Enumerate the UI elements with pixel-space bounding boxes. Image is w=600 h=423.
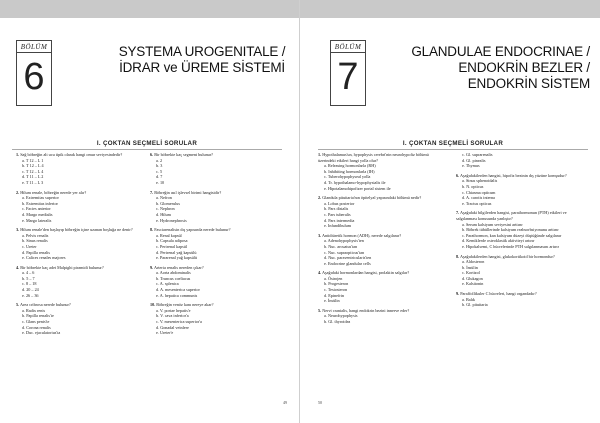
answer-option: d. Gonadal veinlere [156, 324, 189, 330]
answer-option: b. Gl. pituitaria [462, 302, 488, 308]
right-title-line: GLANDULAE ENDOCRINAE / [411, 44, 590, 59]
answer-option: e. Endocrine glandular cells [324, 260, 371, 266]
answer-option: d. 7 [156, 174, 163, 180]
answer-option: c. Testosteron [324, 287, 348, 293]
answer-option: e. Calices renales majores [22, 255, 66, 261]
question-item [150, 302, 274, 336]
question-item [318, 195, 442, 229]
answer-option: a. Radix renis [22, 307, 46, 313]
answer-option: b. 5 – 7 [22, 275, 35, 281]
answer-option: a. 2 [156, 157, 163, 163]
answer-option: c. A. splenica [156, 281, 179, 287]
answer-option: d. Margo medialis [22, 211, 53, 217]
answer-option: c. Gl. suprarenalis [462, 152, 493, 157]
answer-option: d. Kemiklerde osteoklastik aktiviteyi artırır [462, 238, 535, 244]
right-column-2 [456, 152, 580, 312]
left-page-header-bar [0, 0, 300, 18]
question-stem: Paraffollikuler C hücreleri, hangi organdadır? [460, 291, 537, 297]
answer-option: c. Pars tuberalis [324, 211, 351, 217]
question-stem: Böbreğin venöz kanı nereye akar? [156, 302, 214, 308]
right-section-title: I. ÇOKTAN SEÇMELİ SORULAR [318, 140, 588, 150]
question-item [318, 308, 442, 325]
question-item [16, 265, 140, 299]
right-page [300, 0, 600, 423]
right-page-header-bar [300, 0, 600, 18]
question-stem: Glandula pituitaria'nın öpitelyal yapısındaki bölümü nedir? [322, 195, 422, 201]
left-chapter-word: BÖLÜM [17, 41, 51, 53]
question-stem: Aşağıdaki bilgilerden hangisi, parathormonun (PTH) etkileri ve salgılanması konusunda yanlıştır? [456, 210, 567, 221]
answer-option: b. T 12 – L 4 [22, 163, 44, 169]
question-item [16, 190, 140, 224]
answer-option: d. 20 – 24 [22, 287, 39, 293]
answer-option: b. N. opticus [462, 183, 484, 189]
answer-option: c. Nuc. supraopticus'tan [324, 249, 365, 255]
question-number: 5. [318, 307, 322, 313]
question-number: 8. [150, 227, 154, 233]
question-item [456, 291, 580, 308]
question-item [456, 173, 580, 207]
question-number: 1. [318, 152, 322, 157]
answer-option: e. T 11 – L 3 [22, 179, 44, 185]
answer-option: b. Inhibiting hormonlarla (IH) [324, 168, 375, 174]
answer-option: b. Papilla renalis'te [22, 313, 54, 319]
question-stem: Böbreğin asıl işlevsel birimi hangisidir? [154, 189, 222, 195]
question-item [150, 265, 274, 299]
right-chapter-box [330, 40, 366, 106]
question-number: 5. [16, 302, 20, 308]
answer-option: c. Perirenal kapsül [156, 243, 188, 249]
left-column-1 [16, 152, 140, 340]
question-item [150, 152, 274, 186]
question-stem: Aşağıdaki hormonlardan hangisi, prolaktin salgılar? [321, 270, 410, 276]
question-number: 4. [318, 270, 322, 276]
answer-option: d. Epinefrin [324, 292, 345, 298]
answer-option: e. Hipotalamohipofizer portal sistem ile [324, 185, 391, 191]
left-section-title: I. ÇOKTAN SEÇMELİ SORULAR [12, 140, 282, 150]
question-stem: Aşağıdakilerden hangisi, glukokortikoid bir hormondur? [459, 253, 555, 259]
answer-option: a. Serum kalsiyum seviyesini arttırır [462, 221, 523, 227]
answer-option: a. Nefron [156, 195, 172, 201]
question-stem: Hilum renale, böbreğin nerede yer alır? [20, 189, 87, 195]
right-title-line: ENDOKRİN SİSTEM [467, 76, 590, 91]
question-number: 6. [150, 152, 154, 157]
answer-option: a. V. portae hepatis'e [156, 307, 191, 313]
answer-option: e. 10 [156, 179, 165, 185]
question-number: 3. [318, 232, 322, 238]
question-item [318, 152, 442, 191]
answer-option: e. Infundibulum [324, 223, 351, 229]
answer-option: b. Nuc. arcuatus'tan [324, 243, 358, 249]
answer-option: b. İnsülin [462, 264, 478, 270]
answer-option: a. 4 – 6 [22, 270, 35, 276]
right-title-line: ENDOKRİN BEZLER / [458, 60, 590, 75]
question-number: 1. [16, 152, 20, 157]
left-title-line: SYSTEMA UROGENITALE / [118, 44, 286, 59]
question-number: 7. [456, 210, 460, 216]
answer-option: d. A. carotis interna [462, 195, 495, 201]
question-stem: Area cribrosa nerede bulunur? [19, 302, 71, 308]
answer-option: a. Sinus sphenoidalis [462, 178, 498, 184]
answer-option: c. Glans penis'te [22, 319, 50, 325]
answer-option: e. İnsülin [324, 298, 340, 304]
answer-option: a. Releasing hormonlarla (RH) [324, 163, 376, 169]
left-column-2 [150, 152, 274, 340]
question-stem: Bir böbrekte kaç adet Malpighi piramidi bulunur? [20, 264, 104, 270]
question-item [456, 210, 580, 249]
answer-option: d. Perirenal yağ kapsülü [156, 249, 197, 255]
answer-option: e. Thymus [462, 163, 480, 169]
question-text [456, 210, 580, 221]
right-chapter-word: BÖLÜM [331, 41, 365, 53]
question-stem: Nervi cranialis, hangi endokrin bezini innerve eder? [322, 307, 410, 313]
answer-option: e. Duc. ejaculatorius'ta [22, 330, 61, 336]
answer-option: b. Capsula adiposa [156, 238, 188, 244]
answer-option: d. Hilum [156, 211, 171, 217]
answer-option: b. Extremitas inferior [22, 200, 58, 206]
answer-option: e. Pararenal yağ kapsülü [156, 255, 197, 261]
answer-option: d. Papilla renalis [22, 249, 51, 255]
question-item [16, 302, 140, 336]
question-text [318, 152, 442, 163]
question-number: 3. [16, 227, 20, 233]
answer-option: a. T 12 – L 1 [22, 157, 44, 163]
answer-option: d. Pars intermedia [324, 217, 355, 223]
right-page-number: 50 [318, 400, 322, 405]
question-item [16, 152, 140, 186]
answer-option: c. Kortizol [462, 270, 480, 276]
answer-option: d. Gl. pinealis [462, 157, 486, 163]
question-text [16, 152, 140, 158]
answer-option: c. Tuberohypophyseal yolla [324, 174, 371, 180]
answer-option: d. T 11 – L 2 [22, 174, 44, 180]
answer-option: b. Pars distalis [324, 206, 349, 212]
answer-option: b. V. cava inferior'a [156, 313, 189, 319]
answer-option: b. Progesteron [324, 281, 349, 287]
right-column-1 [318, 152, 442, 329]
answer-option: a. Extremitas superior [22, 195, 59, 201]
answer-option: d. A. mesenterica superior [156, 287, 200, 293]
answer-option: a. Aorta abdominalis [156, 270, 191, 276]
answer-option: e. Hydronephrosis [156, 217, 187, 223]
left-page-number: 49 [283, 400, 287, 405]
answer-option: d. Tr. hypothalamo-hypophysialis ile [324, 179, 386, 185]
answer-option: a. Adenohypophysis'ten [324, 238, 364, 244]
question-number: 6. [456, 172, 460, 178]
question-number: 2. [16, 189, 20, 195]
answer-option: c. 8 – 18 [22, 281, 37, 287]
question-number: 9. [150, 264, 154, 270]
answer-option: e. Margo lateralis [22, 217, 52, 223]
answer-option: b. Sinus renalis [22, 238, 48, 244]
question-item [150, 227, 274, 261]
answer-option: e. Tractus opticus [462, 200, 492, 206]
answer-option: c. Facies anterior [22, 206, 51, 212]
left-chapter-number: 6 [23, 56, 45, 98]
answer-option: d. Corona renalis [22, 324, 51, 330]
question-number: 8. [456, 253, 460, 259]
question-stem: Antidiüretik hormon (ADH), nerede salgılanır? [321, 232, 402, 238]
question-number: 7. [150, 189, 154, 195]
right-chapter-title [392, 44, 590, 92]
answer-option: d. Glukagon [462, 275, 483, 281]
question-number: 10. [150, 302, 156, 308]
answer-option: b. 3 [156, 163, 163, 169]
answer-option: b. Truncus coeliacus [156, 275, 191, 281]
answer-option: c. Chiasma opticum [462, 189, 496, 195]
answer-option: b. Böbrek tübüllerinde kalsiyum reabsorbsiyonunu arttırır [462, 227, 559, 233]
question-item [318, 270, 442, 304]
question-stem: Fasciarenalisin dış yapısında nerede bulunur? [154, 227, 231, 233]
right-chapter-number: 7 [337, 56, 359, 98]
answer-option: a. Renal kapsül [156, 232, 182, 238]
question-stem: Hypothalamus'un, hypophysis cerebri'nin neurohypofiz bölümü üzerindeki etkileri hangi yolla olur? [318, 152, 429, 163]
question-number: 2. [318, 195, 322, 201]
question-item [456, 152, 580, 169]
question-stem: Hilum renale'den başlayıp böbreğin içine uzanan boşluğa ne denir? [20, 227, 133, 233]
answer-option: d. Nuc. paraventricularis'ten [324, 255, 372, 261]
question-number: 4. [16, 264, 20, 270]
question-item [16, 227, 140, 261]
question-item [318, 233, 442, 267]
answer-option: c. V. mesenterica superior'a [156, 319, 202, 325]
answer-option: c. Nephron [156, 206, 175, 212]
answer-option: c. Ureter [22, 243, 37, 249]
question-item [456, 254, 580, 288]
answer-option: c. T 12 – L 4 [22, 168, 44, 174]
question-stem: Bir böbrekte kaç segment bulunur? [154, 152, 214, 157]
question-text [16, 227, 140, 233]
answer-option: c. 5 [156, 168, 163, 174]
answer-option: e. 26 – 36 [22, 292, 39, 298]
answer-option: e. Hipokalsemi, C hücrelerinde PTH salgılanmasını artırır [462, 243, 559, 249]
left-chapter-box [16, 40, 52, 106]
answer-option: a. Pelvis renalis [22, 232, 49, 238]
answer-option: b. Glomerulus [156, 200, 180, 206]
answer-option: a. Östrojen [324, 275, 343, 281]
answer-option: e. Ureter'e [156, 330, 174, 336]
answer-option: a. Neurohypophysis [324, 313, 358, 319]
answer-option: a. Balık [462, 296, 476, 302]
answer-option: a. Lobus posterior [324, 200, 355, 206]
question-item [150, 190, 274, 224]
question-stem: Sağ böbreğin alt ucu tipik olarak hangi omur seviyesindedir? [20, 152, 123, 157]
question-stem: Aşağıdakilerden hangisi, hipofiz bezinin dış yüzüne komşudur? [459, 172, 567, 178]
left-title-line: İDRAR ve ÜREME SİSTEMİ [119, 60, 285, 75]
question-number: 9. [456, 291, 460, 297]
answer-option: a. Aldosteron [462, 259, 485, 265]
left-chapter-title [112, 44, 292, 76]
question-stem: Arteria renalis nereden çıkar? [153, 264, 204, 270]
answer-option: e. Kalsitonin [462, 281, 484, 287]
answer-option: b. Gl. thyroidea [324, 319, 351, 325]
answer-option: e. A. hepatica communis [156, 292, 198, 298]
answer-option: c. Parathormon, kan kalsiyum düzeyi düştüğünde salgılanır [462, 232, 562, 238]
